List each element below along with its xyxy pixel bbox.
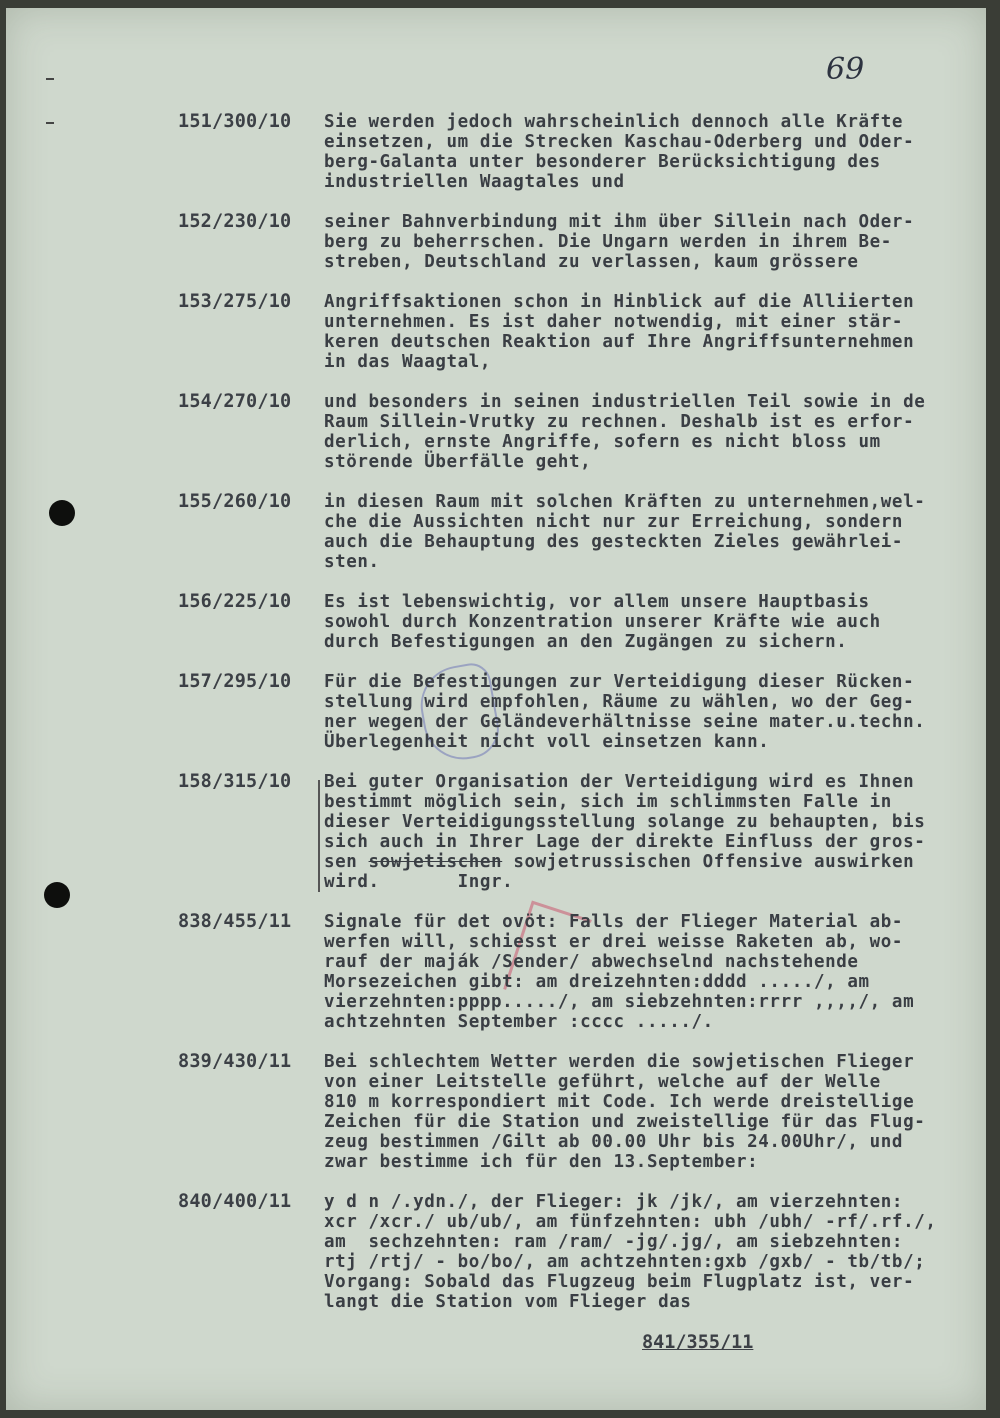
punch-hole [49, 500, 75, 526]
text-line: und besonders in seinen industriellen Teil sowie in de [324, 392, 926, 412]
message-number: 155/260/10 [178, 491, 292, 512]
message-number: 157/295/10 [178, 671, 292, 692]
text-line: Überlegenheit nicht voll einsetzen kann. [324, 732, 770, 752]
text-line: achtzehnten September :cccc ...../. [324, 1012, 714, 1032]
text-line: Angriffsaktionen schon in Hinblick auf die Alliierten [324, 292, 915, 312]
text-line: berg zu beherrschen. Die Ungarn werden in ihrem Be- [324, 232, 892, 252]
message-text [324, 592, 881, 652]
message-number: 154/270/10 [178, 391, 292, 412]
text-line: y d n /.ydn./, der Flieger: jk /jk/, am vierzehnten: [324, 1192, 904, 1212]
text-line: sowohl durch Konzentration unserer Kräfte wie auch [324, 612, 881, 632]
message-text [324, 212, 914, 272]
message-text [324, 292, 914, 372]
punch-hole [44, 882, 70, 908]
text-line: che die Aussichten nicht nur zur Erreichung, sondern [324, 512, 904, 532]
message-number: 840/400/11 [178, 1191, 292, 1212]
text-line: werfen will, schiesst er drei weisse Raketen ab, wo- [324, 932, 904, 952]
text-line: zeug bestimmen /Gilt ab 00.00 Uhr bis 24.00Uhr/, und [324, 1132, 904, 1152]
text-line: rtj /rtj/ - bo/bo/, am achtzehnten:gxb /gxb/ - tb/tb/; [324, 1252, 926, 1272]
text-line: industriellen Waagtales und [324, 172, 625, 192]
text-line: bestimmt möglich sein, sich im schlimmsten Falle in [324, 792, 892, 812]
text-line: Bei schlechtem Wetter werden die sowjetischen Flieger [324, 1052, 915, 1072]
text-line: Raum Sillein-Vrutky zu rechnen. Deshalb ist es erfor- [324, 412, 915, 432]
message-number: 152/230/10 [178, 211, 292, 232]
text-line: zwar bestimme ich für den 13.September: [324, 1152, 759, 1172]
text-line: keren deutschen Reaktion auf Ihre Angriffsunternehmen [324, 332, 915, 352]
text-line: vierzehnten:pppp...../, am siebzehnten:rrrr ,,,,/, am [324, 992, 915, 1012]
text-line: Es ist lebenswichtig, vor allem unsere Hauptbasis [324, 592, 870, 612]
message-number: 838/455/11 [178, 911, 292, 932]
text-line: rauf der maják /Sender/ abwechselnd nachstehende [324, 952, 859, 972]
text-line: Für die Befestigungen zur Verteidigung dieser Rücken- [324, 672, 915, 692]
text-line: dieser Verteidigungsstellung solange zu behaupten, bis [324, 812, 926, 832]
text-line: am sechzehnten: ram /ram/ -jg/.jg/, am siebzehnten: [324, 1232, 904, 1252]
text-line: Zeichen für die Station und zweistellige für das Flug- [324, 1112, 926, 1132]
text-line: in diesen Raum mit solchen Kräften zu unternehmen,wel- [324, 492, 926, 512]
message-text [324, 772, 925, 892]
message-text [324, 392, 925, 472]
text-line: Morsezeichen gibt: am dreizehnten:dddd ...../, am [324, 972, 870, 992]
text-line: Sie werden jedoch wahrscheinlich dennoch alle Kräfte [324, 112, 904, 132]
text-line: Vorgang: Sobald das Flugzeug beim Flugplatz ist, ver- [324, 1272, 915, 1292]
message-text [324, 1052, 925, 1172]
text-line: einsetzen, um die Strecken Kaschau-Oderberg und Oder- [324, 132, 915, 152]
struck-word: sowjetischen [368, 852, 503, 872]
text-line: berg-Galanta unter besonderer Berücksichtigung des [324, 152, 881, 172]
message-number: 151/300/10 [178, 111, 292, 132]
message-number: 156/225/10 [178, 591, 292, 612]
text-line-with-strikethrough: sen sowjetischen sowjetrussischen Offensive auswirken [324, 852, 915, 872]
text-line: durch Befestigungen an den Zugängen zu sichern. [324, 632, 848, 652]
message-text [324, 672, 925, 752]
text-line: sich auch in Ihrer Lage der direkte Einfluss der gros- [324, 832, 926, 852]
text-line: in das Waagtal, [324, 352, 492, 372]
document-page [6, 8, 986, 1410]
text-line: wird. Ingr. [324, 872, 514, 892]
text-line: xcr /xcr./ ub/ub/, am fünfzehnten: ubh /ubh/ -rf/.rf./, [324, 1212, 937, 1232]
text-line: ner wegen der Geländeverhältnisse seine mater.u.techn. [324, 712, 926, 732]
text-line: streben, Deutschland zu verlassen, kaum grössere [324, 252, 859, 272]
message-text [324, 112, 914, 192]
text-line: auch die Behauptung des gesteckten Zieles gewährlei- [324, 532, 904, 552]
text-line: stellung wird empfohlen, Räume zu wählen, wo der Geg- [324, 692, 915, 712]
message-number: 158/315/10 [178, 771, 292, 792]
text-line: unternehmen. Es ist daher notwendig, mit einer stär- [324, 312, 904, 332]
text-line: langt die Station vom Flieger das [324, 1292, 692, 1312]
message-text [324, 1192, 936, 1312]
continuation-number: 841/355/11 [642, 1332, 754, 1353]
text-line: Bei guter Organisation der Verteidigung wird es Ihnen [324, 772, 915, 792]
margin-dash [46, 122, 54, 124]
message-text [324, 912, 914, 1032]
text-line: von einer Leitstelle geführt, welche auf der Welle [324, 1072, 881, 1092]
message-number: 839/430/11 [178, 1051, 292, 1072]
message-text [324, 492, 925, 572]
text-line: 810 m korrespondiert mit Code. Ich werde dreistellige [324, 1092, 915, 1112]
text-line: sten. [324, 552, 380, 572]
text-line: Signale für det ovöt: Falls der Flieger Material ab- [324, 912, 904, 932]
text-line: störende Überfälle geht, [324, 452, 592, 472]
text-line: derlich, ernste Angriffe, sofern es nicht bloss um [324, 432, 881, 452]
message-number: 153/275/10 [178, 291, 292, 312]
margin-dash [46, 78, 54, 80]
text-line: seiner Bahnverbindung mit ihm über Sillein nach Oder- [324, 212, 915, 232]
page-number: 69 [826, 52, 865, 87]
